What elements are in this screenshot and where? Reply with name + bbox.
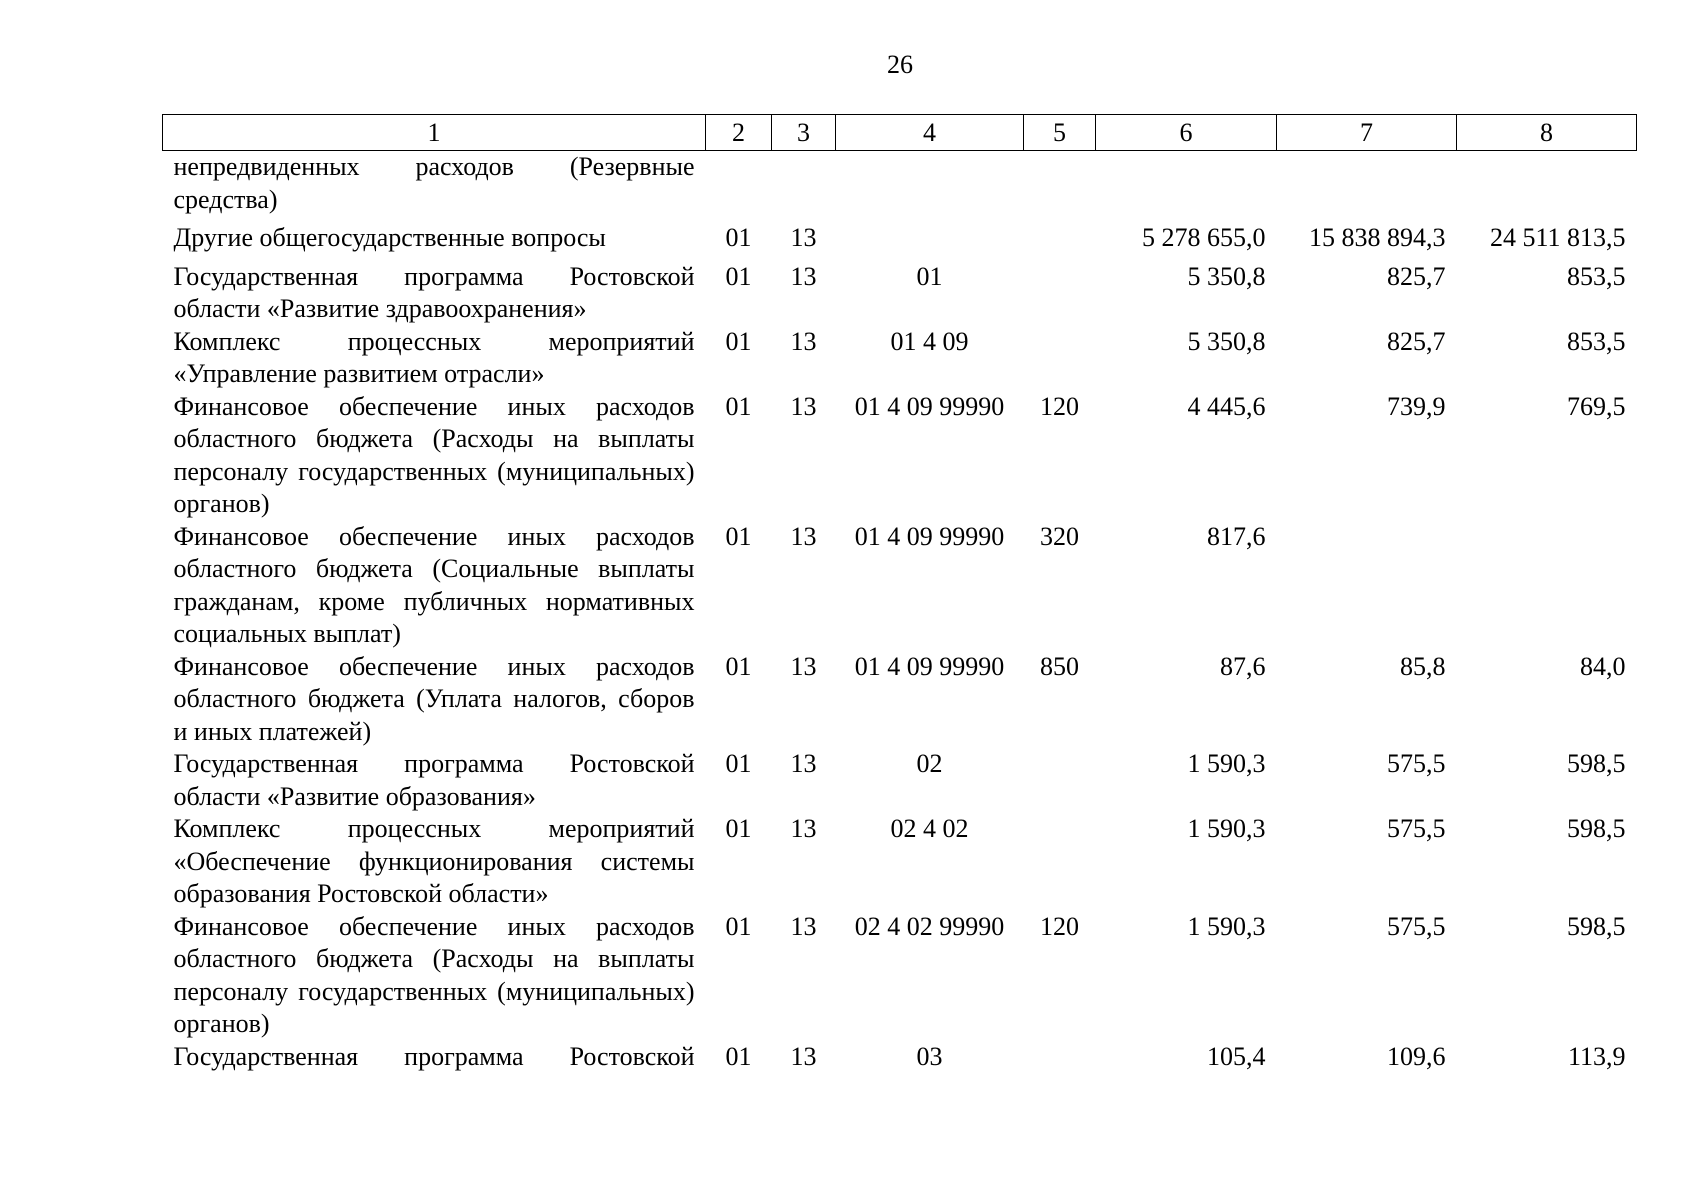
row-subsection: 13 <box>790 651 817 681</box>
row-expense-type: 850 <box>1040 651 1079 681</box>
budget-table <box>162 114 1637 1073</box>
table-row <box>163 216 1637 255</box>
row-amount-3 <box>1457 521 1637 651</box>
row-subsection: 13 <box>790 261 817 291</box>
row-section: 01 <box>725 326 752 356</box>
row-name: Финансовое обеспечение иных расходов областного бюджета (Социальные выплаты гражданам, кроме публичных нормативных социальных выплат) <box>173 521 695 648</box>
row-subsection: 13 <box>790 814 817 843</box>
row-expense-type <box>1024 813 1096 911</box>
header-col-1: 1 <box>163 115 706 151</box>
table-row <box>163 813 1637 911</box>
row-expense-type <box>1024 255 1096 326</box>
row-amount-1: 1 590,3 <box>1187 911 1266 941</box>
row-amount-2: 825,7 <box>1387 326 1446 356</box>
row-subsection: 13 <box>790 1041 817 1071</box>
row-expense-type <box>1024 151 1096 217</box>
table-row <box>163 748 1637 813</box>
row-amount-2: 739,9 <box>1387 391 1446 421</box>
row-subsection: 13 <box>790 326 817 356</box>
row-subsection: 13 <box>790 911 817 941</box>
header-col-2: 2 <box>706 115 772 151</box>
row-amount-2: 575,5 <box>1387 814 1446 843</box>
row-name: Финансовое обеспечение иных расходов областного бюджета (Уплата налогов, сборов и иных платежей) <box>173 651 695 746</box>
header-col-5: 5 <box>1024 115 1096 151</box>
row-subsection: 13 <box>790 521 817 551</box>
row-target-item: 02 4 02 <box>890 814 969 843</box>
table-row <box>163 255 1637 326</box>
row-amount-1: 5 350,8 <box>1187 326 1266 356</box>
row-expense-type: 120 <box>1040 911 1079 941</box>
row-amount-3: 853,5 <box>1567 261 1626 291</box>
row-section <box>706 151 772 217</box>
row-section: 01 <box>725 391 752 421</box>
row-section: 01 <box>725 749 752 778</box>
row-expense-type: 120 <box>1040 391 1079 421</box>
page-number: 26 <box>887 50 913 79</box>
row-amount-1: 4 445,6 <box>1187 391 1266 421</box>
row-amount-3: 853,5 <box>1567 326 1626 356</box>
header-row <box>163 115 1637 151</box>
row-target-item: 02 <box>916 749 943 778</box>
row-amount-3: 598,5 <box>1567 749 1626 778</box>
table-header <box>163 115 1637 151</box>
table-row <box>163 391 1637 521</box>
row-target-item: 01 4 09 99990 <box>854 391 1005 421</box>
row-target-item: 01 4 09 99990 <box>854 651 1005 681</box>
row-amount-3: 598,5 <box>1567 814 1626 843</box>
table-row <box>163 151 1637 217</box>
row-expense-type <box>1024 216 1096 255</box>
row-name: Государственная программа Ростовской области «Развитие здравоохранения» <box>173 261 695 323</box>
row-amount-3 <box>1457 151 1637 217</box>
row-name: Финансовое обеспечение иных расходов областного бюджета (Расходы на выплаты персоналу государственных (муниципальных) органов) <box>173 391 695 518</box>
row-name: Государственная программа Ростовской области «Развитие образования» <box>173 749 695 811</box>
row-name: Государственная программа Ростовской <box>173 1041 695 1071</box>
row-section: 01 <box>725 521 752 551</box>
table-row <box>163 911 1637 1041</box>
row-name: Комплекс процессных мероприятий «Обеспечение функционирования системы образования Ростовской области» <box>173 814 695 908</box>
row-section: 01 <box>725 1041 752 1071</box>
row-section: 01 <box>725 814 752 843</box>
row-amount-2: 575,5 <box>1387 749 1446 778</box>
row-amount-3: 113,9 <box>1567 1041 1626 1071</box>
row-target-item <box>836 216 1024 255</box>
row-amount-2: 575,5 <box>1387 911 1446 941</box>
table-row <box>163 326 1637 391</box>
row-target-item: 01 4 09 99990 <box>854 521 1005 551</box>
row-amount-2: 85,8 <box>1400 651 1446 681</box>
table-row <box>163 651 1637 749</box>
row-amount-1: 1 590,3 <box>1187 749 1266 778</box>
row-section: 01 <box>725 651 752 681</box>
header-col-8: 8 <box>1457 115 1637 151</box>
row-target-item <box>836 151 1024 217</box>
row-expense-type <box>1024 748 1096 813</box>
row-target-item: 01 <box>916 261 943 291</box>
row-name: Финансовое обеспечение иных расходов областного бюджета (Расходы на выплаты персоналу государственных (муниципальных) органов) <box>173 911 695 1038</box>
row-expense-type <box>1024 1041 1096 1074</box>
row-subsection <box>772 151 836 217</box>
header-col-3: 3 <box>772 115 836 151</box>
table-body <box>163 151 1637 1074</box>
row-amount-3: 24 511 813,5 <box>1489 223 1626 252</box>
row-subsection: 13 <box>790 223 817 252</box>
row-amount-1: 817,6 <box>1207 521 1266 551</box>
row-section: 01 <box>725 261 752 291</box>
table-row <box>163 521 1637 651</box>
row-amount-1: 5 350,8 <box>1187 261 1266 291</box>
row-amount-1 <box>1096 151 1277 217</box>
row-amount-1: 87,6 <box>1220 651 1266 681</box>
row-amount-1: 1 590,3 <box>1187 814 1266 843</box>
row-amount-1: 105,4 <box>1207 1041 1266 1071</box>
row-amount-2: 15 838 894,3 <box>1309 223 1446 252</box>
header-col-4: 4 <box>836 115 1024 151</box>
table-row <box>163 1041 1637 1074</box>
row-expense-type <box>1024 326 1096 391</box>
row-section: 01 <box>725 911 752 941</box>
row-amount-2: 109,6 <box>1387 1041 1446 1071</box>
row-target-item: 01 4 09 <box>890 326 969 356</box>
row-amount-2: 825,7 <box>1387 261 1446 291</box>
row-expense-type: 320 <box>1040 521 1079 551</box>
header-col-6: 6 <box>1096 115 1277 151</box>
header-col-7: 7 <box>1277 115 1457 151</box>
row-name: непредвиденных расходов (Резервные средства) <box>173 152 695 214</box>
row-amount-3: 598,5 <box>1567 911 1626 941</box>
row-section: 01 <box>725 223 752 252</box>
row-amount-1: 5 278 655,0 <box>1142 223 1266 252</box>
row-name: Комплекс процессных мероприятий «Управление развитием отрасли» <box>173 326 695 388</box>
row-amount-3: 769,5 <box>1567 391 1626 421</box>
row-target-item: 02 4 02 99990 <box>854 911 1005 941</box>
row-name: Другие общегосударственные вопросы <box>173 223 606 252</box>
row-subsection: 13 <box>790 749 817 778</box>
row-amount-2 <box>1277 521 1457 651</box>
row-target-item: 03 <box>916 1041 943 1071</box>
row-subsection: 13 <box>790 391 817 421</box>
row-amount-2 <box>1277 151 1457 217</box>
row-amount-3: 84,0 <box>1580 651 1626 681</box>
